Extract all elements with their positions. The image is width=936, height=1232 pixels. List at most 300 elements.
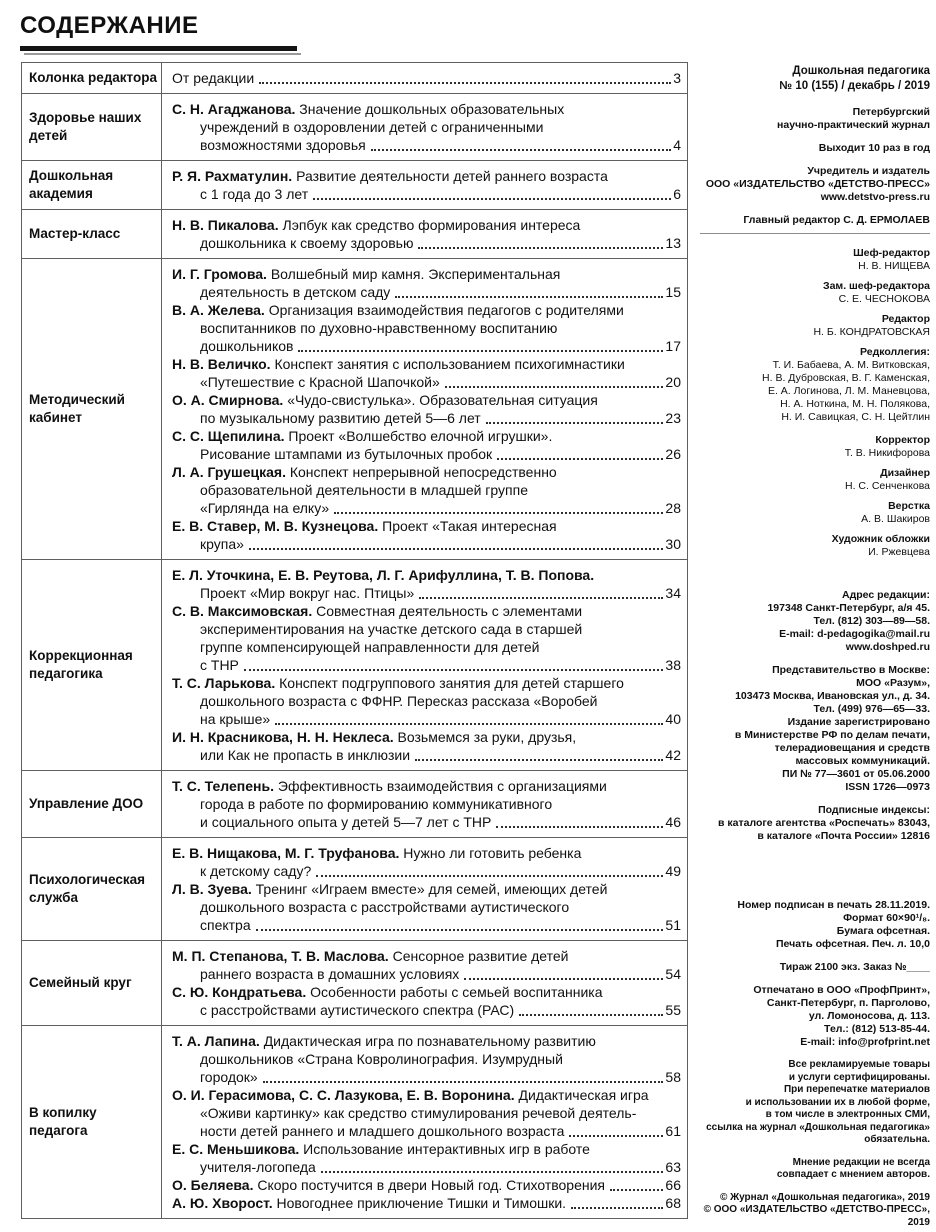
page-number: 28: [665, 500, 681, 516]
sb-line: Т. И. Бабаева, А. М. Витковская,: [772, 359, 930, 371]
entry-text: [172, 948, 568, 964]
page-number: 61: [665, 1123, 681, 1139]
sb-line: № 10 (155) / декабрь / 2019: [779, 80, 930, 92]
entry-line: [172, 880, 681, 898]
page-number: 34: [665, 585, 681, 601]
entry-title-fragment: учителя-логопеда: [200, 1159, 316, 1175]
sb-line: телерадиовещания и средств: [774, 742, 930, 754]
sb-block-copyright: [700, 1192, 930, 1230]
sb-line: И. Ржевцева: [868, 546, 930, 558]
sb-line: Представительство в Москве:: [772, 664, 930, 676]
sb-line: 103473 Москва, Ивановская ул., д. 34.: [735, 690, 930, 702]
sb-block-editor: [700, 313, 930, 339]
entry-text: [172, 1176, 605, 1194]
sb-line: E-mail: info@profprint.net: [800, 1036, 930, 1048]
sb-block-designer: [700, 467, 930, 493]
toc-entry: [172, 167, 681, 203]
entry-text: [200, 320, 557, 336]
entry-title-fragment: по музыкальному развитию детей 5—6 лет: [200, 410, 481, 426]
entry-title-fragment: Развитие деятельности детей раннего возраста: [296, 168, 608, 184]
entry-title-fragment: «Чудо-свистулька». Образовательная ситуация: [287, 392, 598, 408]
entry-title-fragment: «Оживи картинку» как средство стимулирования речевой деятель-: [200, 1105, 637, 1121]
toc-section-row: [22, 94, 687, 161]
entry-title-fragment: Возьмемся за руки, друзья,: [397, 729, 577, 745]
section-articles: [162, 210, 687, 258]
entry-line: [172, 602, 681, 620]
sb-line: Н. А. Ноткина, М. Н. Полякова,: [780, 398, 930, 410]
toc-section-row: [22, 941, 687, 1026]
page-number: 63: [665, 1159, 681, 1175]
entry-text: [172, 603, 582, 619]
entry-title-fragment: «Гирлянда на елку»: [200, 500, 330, 516]
entry-line: [172, 584, 681, 602]
entry-title-fragment: «Путешествие с Красной Шапочкой»: [200, 374, 440, 390]
sb-line: Зам. шеф-редактора: [823, 280, 930, 292]
entry-authors: О. И. Герасимова, С. С. Лазукова, Е. В. Воронина.: [172, 1087, 515, 1103]
sb-block-layout: [700, 500, 930, 526]
section-articles: [162, 161, 687, 209]
entry-line: [172, 862, 681, 880]
entry-title-fragment: Проект «Такая интересная: [382, 518, 557, 534]
section-name: Семейный круг: [22, 941, 162, 1025]
toc-entry: [172, 947, 681, 983]
entry-text: [200, 499, 329, 517]
sb-line: 197348 Санкт-Петербург, а/я 45.: [767, 602, 930, 614]
entry-text: [200, 283, 390, 301]
toc-entry: [172, 427, 681, 463]
entry-title-fragment: Совместная деятельность с элементами: [316, 603, 583, 619]
entry-text: [172, 729, 576, 745]
toc-entry: [172, 100, 681, 154]
toc-entry: [172, 674, 681, 728]
entry-authors: Е. С. Меньшикова.: [172, 1141, 300, 1157]
title-underline-shadow: [24, 53, 301, 55]
entry-title-fragment: и социального опыта у детей 5—7 лет с ТНР: [200, 814, 492, 830]
sb-line: в том числе в электронных СМИ,: [765, 1109, 930, 1120]
sb-block-disclaimer-opinion: [700, 1157, 930, 1182]
page-number: 23: [665, 410, 681, 426]
entry-text: [200, 916, 251, 934]
sb-line: www.doshped.ru: [845, 641, 930, 653]
entry-text: [200, 234, 413, 252]
entry-text: [172, 464, 557, 480]
page-number: 54: [665, 966, 681, 982]
entry-authors: О. Беляева.: [172, 1177, 254, 1193]
entry-line: [172, 566, 681, 584]
page-number: 42: [665, 747, 681, 763]
section-articles: [162, 63, 687, 93]
entry-text: [200, 584, 414, 602]
sb-block-disclaimer-ads: [700, 1059, 930, 1147]
toc-section-row: [22, 1026, 687, 1219]
entry-authors: Л. В. Зуева.: [172, 881, 252, 897]
toc-section-row: [22, 771, 687, 838]
toc-entry: [172, 517, 681, 553]
dot-leader: [263, 1081, 664, 1083]
entry-text: [172, 778, 607, 794]
sb-line: Издание зарегистрировано: [787, 716, 930, 728]
entry-title-fragment: Дидактическая игра по познавательному развитию: [263, 1033, 596, 1049]
entry-line: [172, 319, 681, 337]
sb-line: и использовании их в любой форме,: [745, 1096, 930, 1108]
entry-authors: С. Ю. Кондратьева.: [172, 984, 307, 1000]
entry-authors: С. Н. Агаджанова.: [172, 101, 296, 117]
sb-line: в Министерстве РФ по делам печати,: [734, 729, 930, 741]
entry-title-fragment: Сенсорное развитие детей: [392, 948, 569, 964]
sb-line: Н. С. Сенченкова: [844, 480, 930, 492]
entry-title-fragment: раннего возраста в домашних условиях: [200, 966, 460, 982]
sb-block-address: [700, 589, 930, 654]
dot-leader: [371, 149, 671, 151]
sb-line: Номер подписан в печать 28.11.2019.: [737, 899, 930, 911]
entry-authors: Н. В. Величко.: [172, 356, 271, 372]
entry-line: [172, 674, 681, 692]
entry-title-fragment: Организация взаимодействия педагогов с родителями: [268, 302, 624, 318]
entry-line: [172, 1140, 681, 1158]
entry-text: [200, 1105, 636, 1121]
entry-line: [172, 1001, 681, 1019]
entry-title-fragment: Дидактическая игра: [518, 1087, 649, 1103]
sb-line: Отпечатано в ООО «ПрофПринт»,: [753, 984, 930, 996]
sb-line: Петербургский: [852, 106, 930, 118]
sb-block-subscription: [700, 804, 930, 843]
section-name: Колонка редактора: [22, 63, 162, 93]
dot-leader: [298, 350, 663, 352]
entry-text: [200, 1122, 564, 1140]
sb-line: Т. В. Никифорова: [844, 447, 930, 459]
entry-title-fragment: с расстройствами аутистического спектра (РАС): [200, 1002, 515, 1018]
entry-line: [172, 337, 681, 355]
toc-entry: [172, 1194, 681, 1212]
entry-title-fragment: Эффективность взаимодействия с организациями: [277, 778, 607, 794]
toc-entry: [172, 844, 681, 880]
page-number: 6: [673, 186, 681, 202]
sb-line: и услуги сертифицированы.: [788, 1071, 930, 1083]
entry-title-fragment: Новогоднее приключение Тишки и Тимошки.: [276, 1195, 567, 1211]
sb-block-print-info: [700, 899, 930, 951]
dot-leader: [415, 759, 663, 761]
entry-authors: М. П. Степанова, Т. В. Маслова.: [172, 948, 389, 964]
entry-title-fragment: Рисование штампами из бутылочных пробок: [200, 446, 493, 462]
entry-text: [200, 136, 366, 154]
entry-line: [172, 391, 681, 409]
entry-line: [172, 481, 681, 499]
entry-title-fragment: города в работе по формированию коммуникативного: [200, 796, 553, 812]
section-name: Мастер-класс: [22, 210, 162, 258]
sb-line: Формат 60×90¹/₈.: [843, 912, 930, 924]
toc-entry: [172, 216, 681, 252]
entry-line: [172, 1194, 681, 1212]
dot-leader: [486, 422, 664, 424]
entry-line: [172, 100, 681, 118]
entry-text: [172, 266, 560, 282]
entry-line: [172, 965, 681, 983]
entry-line: [172, 638, 681, 656]
entry-line: [172, 1068, 681, 1086]
entry-line: [172, 1086, 681, 1104]
entry-line: [172, 301, 681, 319]
dot-leader: [569, 1135, 663, 1137]
page-title: СОДЕРЖАНИЕ: [20, 12, 199, 39]
entry-line: [172, 1122, 681, 1140]
entry-title-fragment: Скоро постучится в двери Новый год. Стихотворения: [257, 1177, 606, 1193]
entry-authors: Е. Л. Уточкина, Е. В. Реутова, Л. Г. Арифуллина, Т. В. Попова.: [172, 567, 595, 583]
entry-title-fragment: Проект «Мир вокруг нас. Птицы»: [200, 585, 415, 601]
page-number: 38: [665, 657, 681, 673]
sb-line: Адрес редакции:: [842, 589, 930, 601]
sb-line: Редколлегия:: [859, 346, 930, 358]
entry-title-fragment: с ТНР: [200, 657, 239, 673]
entry-line: [172, 916, 681, 934]
toc-entry: [172, 777, 681, 831]
entry-line: [172, 983, 681, 1001]
entry-line: [172, 947, 681, 965]
entry-text: [200, 746, 410, 764]
dot-leader: [418, 247, 663, 249]
entry-text: [200, 621, 582, 637]
entry-text: [200, 813, 491, 831]
sb-line: Выходит 10 раз в год: [818, 142, 930, 154]
entry-text: [200, 710, 270, 728]
entry-title-fragment: спектра: [200, 917, 251, 933]
entry-line: [172, 656, 681, 674]
sb-block-journal-type: [700, 106, 930, 132]
entry-line: [172, 1050, 681, 1068]
entry-text: [200, 965, 459, 983]
entry-line: [172, 463, 681, 481]
entry-title-fragment: От редакции: [172, 70, 255, 86]
dot-leader: [496, 826, 663, 828]
page-number: 68: [665, 1195, 681, 1211]
entry-text: [172, 428, 552, 444]
toc-entry: [172, 983, 681, 1019]
entry-line: [172, 1104, 681, 1122]
sb-line: в каталоге агентства «Роспечать» 83043,: [718, 817, 930, 829]
page-number: 15: [665, 284, 681, 300]
entry-title-fragment: воспитанников по духовно-нравственному воспитанию: [200, 320, 558, 336]
entry-line: [172, 844, 681, 862]
toc-entry: [172, 463, 681, 517]
sb-line: Санкт-Петербург, п. Парголово,: [766, 997, 930, 1009]
entry-text: [200, 337, 293, 355]
sb-line: E-mail: d-pedagogika@mail.ru: [779, 628, 930, 640]
sb-block-issue: [700, 64, 930, 94]
entry-title-fragment: образовательной деятельности в младшей группе: [200, 482, 528, 498]
sb-line: ISSN 1726—0973: [845, 781, 930, 793]
entry-line: [172, 373, 681, 391]
title-underline-bar: [20, 46, 297, 51]
dot-leader: [497, 458, 663, 460]
entry-text: [200, 1001, 514, 1019]
sb-line: © ООО «ИЗДАТЕЛЬСТВО «ДЕТСТВО-ПРЕСС», 2019: [703, 1204, 930, 1228]
sb-line: совпадает с мнением авторов.: [776, 1169, 930, 1180]
dot-leader: [519, 1014, 663, 1016]
toc-entry: [172, 265, 681, 301]
sb-line: © Журнал «Дошкольная педагогика», 2019: [719, 1191, 930, 1203]
entry-title-fragment: учреждений в оздоровлении детей с ограниченными: [200, 119, 544, 135]
entry-title-fragment: Проект «Волшебство елочной игрушки».: [288, 428, 553, 444]
entry-authors: Т. С. Телепень.: [172, 778, 274, 794]
entry-line: [172, 355, 681, 373]
toc-section-row: [22, 838, 687, 941]
section-articles: [162, 560, 687, 770]
section-articles: [162, 94, 687, 160]
entry-authors: О. А. Смирнова.: [172, 392, 284, 408]
sb-line: Подписные индексы:: [818, 804, 930, 816]
sb-line: МОО «Разум»,: [856, 677, 930, 689]
entry-text: [172, 69, 254, 87]
entry-text: [172, 302, 624, 318]
dot-leader: [395, 296, 663, 298]
toc-entry: [172, 880, 681, 934]
entry-title-fragment: или Как не пропасть в инклюзии: [200, 747, 411, 763]
entry-text: [172, 1033, 596, 1049]
entry-line: [172, 283, 681, 301]
page-number: 4: [673, 137, 681, 153]
entry-text: [172, 881, 607, 897]
entry-text: [200, 482, 528, 498]
sb-line: ул. Ломоносова, д. 113.: [808, 1010, 930, 1022]
entry-title-fragment: крупа»: [200, 536, 244, 552]
entry-text: [200, 693, 597, 709]
entry-line: [172, 445, 681, 463]
sb-block-proofreader: [700, 434, 930, 460]
entry-title-fragment: с 1 года до 3 лет: [200, 186, 309, 202]
entry-title-fragment: Лэпбук как средство формирования интереса: [282, 217, 581, 233]
entry-line: [172, 409, 681, 427]
dot-leader: [259, 82, 671, 84]
dot-leader: [321, 1171, 664, 1173]
dot-leader: [419, 597, 663, 599]
entry-line: [172, 1158, 681, 1176]
entry-text: [200, 535, 244, 553]
entry-line: [172, 1176, 681, 1194]
entry-authors: И. Г. Громова.: [172, 266, 267, 282]
sb-line: А. В. Шакиров: [861, 513, 930, 525]
sb-line: обязательна.: [864, 1134, 930, 1145]
section-articles: [162, 838, 687, 940]
section-name: Психологическая служба: [22, 838, 162, 940]
sb-block-chief-editor: [700, 214, 930, 234]
section-name: Дошкольная академия: [22, 161, 162, 209]
page-number: 26: [665, 446, 681, 462]
entry-text: [200, 445, 492, 463]
sb-line: массовых коммуникаций.: [795, 755, 930, 767]
toc-entry: [172, 1086, 681, 1140]
entry-line: [172, 620, 681, 638]
entry-title-fragment: ности детей раннего и младшего дошкольного возраста: [200, 1123, 565, 1139]
entry-authors: С. В. Максимовская.: [172, 603, 313, 619]
entry-text: [172, 217, 580, 233]
entry-authors: Е. В. Нищакова, М. Г. Труфанова.: [172, 845, 400, 861]
toc-entry: [172, 355, 681, 391]
entry-text: [172, 1087, 649, 1103]
dot-leader: [313, 198, 671, 200]
entry-text: [200, 862, 311, 880]
section-name: Здоровье наших детей: [22, 94, 162, 160]
toc-section-row: [22, 63, 687, 94]
page-number: 13: [665, 235, 681, 251]
sb-line: При перепечатке материалов: [783, 1084, 930, 1095]
entry-text: [172, 518, 557, 534]
sb-block-moscow: [700, 664, 930, 794]
toc-entry: [172, 69, 681, 87]
toc-entry: [172, 1032, 681, 1086]
entry-authors: Л. А. Грушецкая.: [172, 464, 286, 480]
entry-line: [172, 535, 681, 553]
entry-title-fragment: группе компенсирующей направленности для детей: [200, 639, 540, 655]
page-number: 49: [665, 863, 681, 879]
section-name: Методический кабинет: [22, 259, 162, 559]
entry-title-fragment: возможностями здоровья: [200, 137, 366, 153]
dot-leader: [256, 929, 664, 931]
sb-block-frequency: [700, 142, 930, 155]
entry-text: [172, 1194, 566, 1212]
sb-line: www.detstvo-press.ru: [820, 191, 930, 203]
entry-line: [172, 746, 681, 764]
toc-entry: [172, 566, 681, 602]
sb-line: ссылка на журнал «Дошкольная педагогика»: [706, 1121, 930, 1133]
entry-text: [172, 845, 581, 861]
entry-text: [200, 373, 440, 391]
toc-section-row: [22, 161, 687, 210]
entry-text: [200, 639, 539, 655]
entry-authors: С. С. Щепилина.: [172, 428, 285, 444]
entry-text: [200, 119, 543, 135]
entry-line: [172, 118, 681, 136]
section-articles: [162, 259, 687, 559]
dot-leader: [249, 548, 664, 550]
sb-line: Бумага офсетная.: [836, 925, 930, 937]
dot-leader: [464, 978, 663, 980]
sb-block-board: [700, 346, 930, 424]
sb-line: Н. Б. КОНДРАТОВСКАЯ: [813, 326, 930, 338]
sb-block-publisher: [700, 165, 930, 204]
entry-title-fragment: к детскому саду?: [200, 863, 312, 879]
sb-line: ПИ № 77—3601 от 05.06.2000: [782, 768, 930, 780]
entry-line: [172, 216, 681, 234]
entry-authors: И. Н. Красникова, Н. Н. Неклеса.: [172, 729, 394, 745]
section-articles: [162, 771, 687, 837]
toc-entry: [172, 1140, 681, 1176]
section-articles: [162, 1026, 687, 1218]
entry-text: [172, 356, 625, 372]
entry-title-fragment: Использование интерактивных игр в работе: [303, 1141, 590, 1157]
section-name: В копилку педагога: [22, 1026, 162, 1218]
entry-line: [172, 795, 681, 813]
entry-line: [172, 167, 681, 185]
sb-line: Дошкольная педагогика: [792, 65, 930, 77]
dot-leader: [334, 512, 663, 514]
entry-title-fragment: деятельность в детском саду: [200, 284, 391, 300]
entry-title-fragment: дошкольного возраста с ФФНР. Пересказ рассказа «Воробей: [200, 693, 598, 709]
entry-text: [200, 409, 481, 427]
sb-line: С. Е. ЧЕСНОКОВА: [838, 293, 930, 305]
journal-imprint-sidebar: [700, 64, 930, 1229]
entry-authors: Т. С. Ларькова.: [172, 675, 276, 691]
sb-line: ООО «ИЗДАТЕЛЬСТВО «ДЕТСТВО-ПРЕСС»: [705, 178, 930, 190]
entry-line: [172, 185, 681, 203]
entry-title-fragment: дошкольников: [200, 338, 294, 354]
entry-authors: Н. В. Пикалова.: [172, 217, 279, 233]
section-articles: [162, 941, 687, 1025]
sb-line: Е. А. Логинова, Л. М. Маневцова,: [767, 385, 930, 397]
entry-text: [200, 185, 308, 203]
entry-text: [172, 392, 598, 408]
entry-line: [172, 813, 681, 831]
entry-text: [172, 567, 594, 583]
section-name: Коррекционная педагогика: [22, 560, 162, 770]
